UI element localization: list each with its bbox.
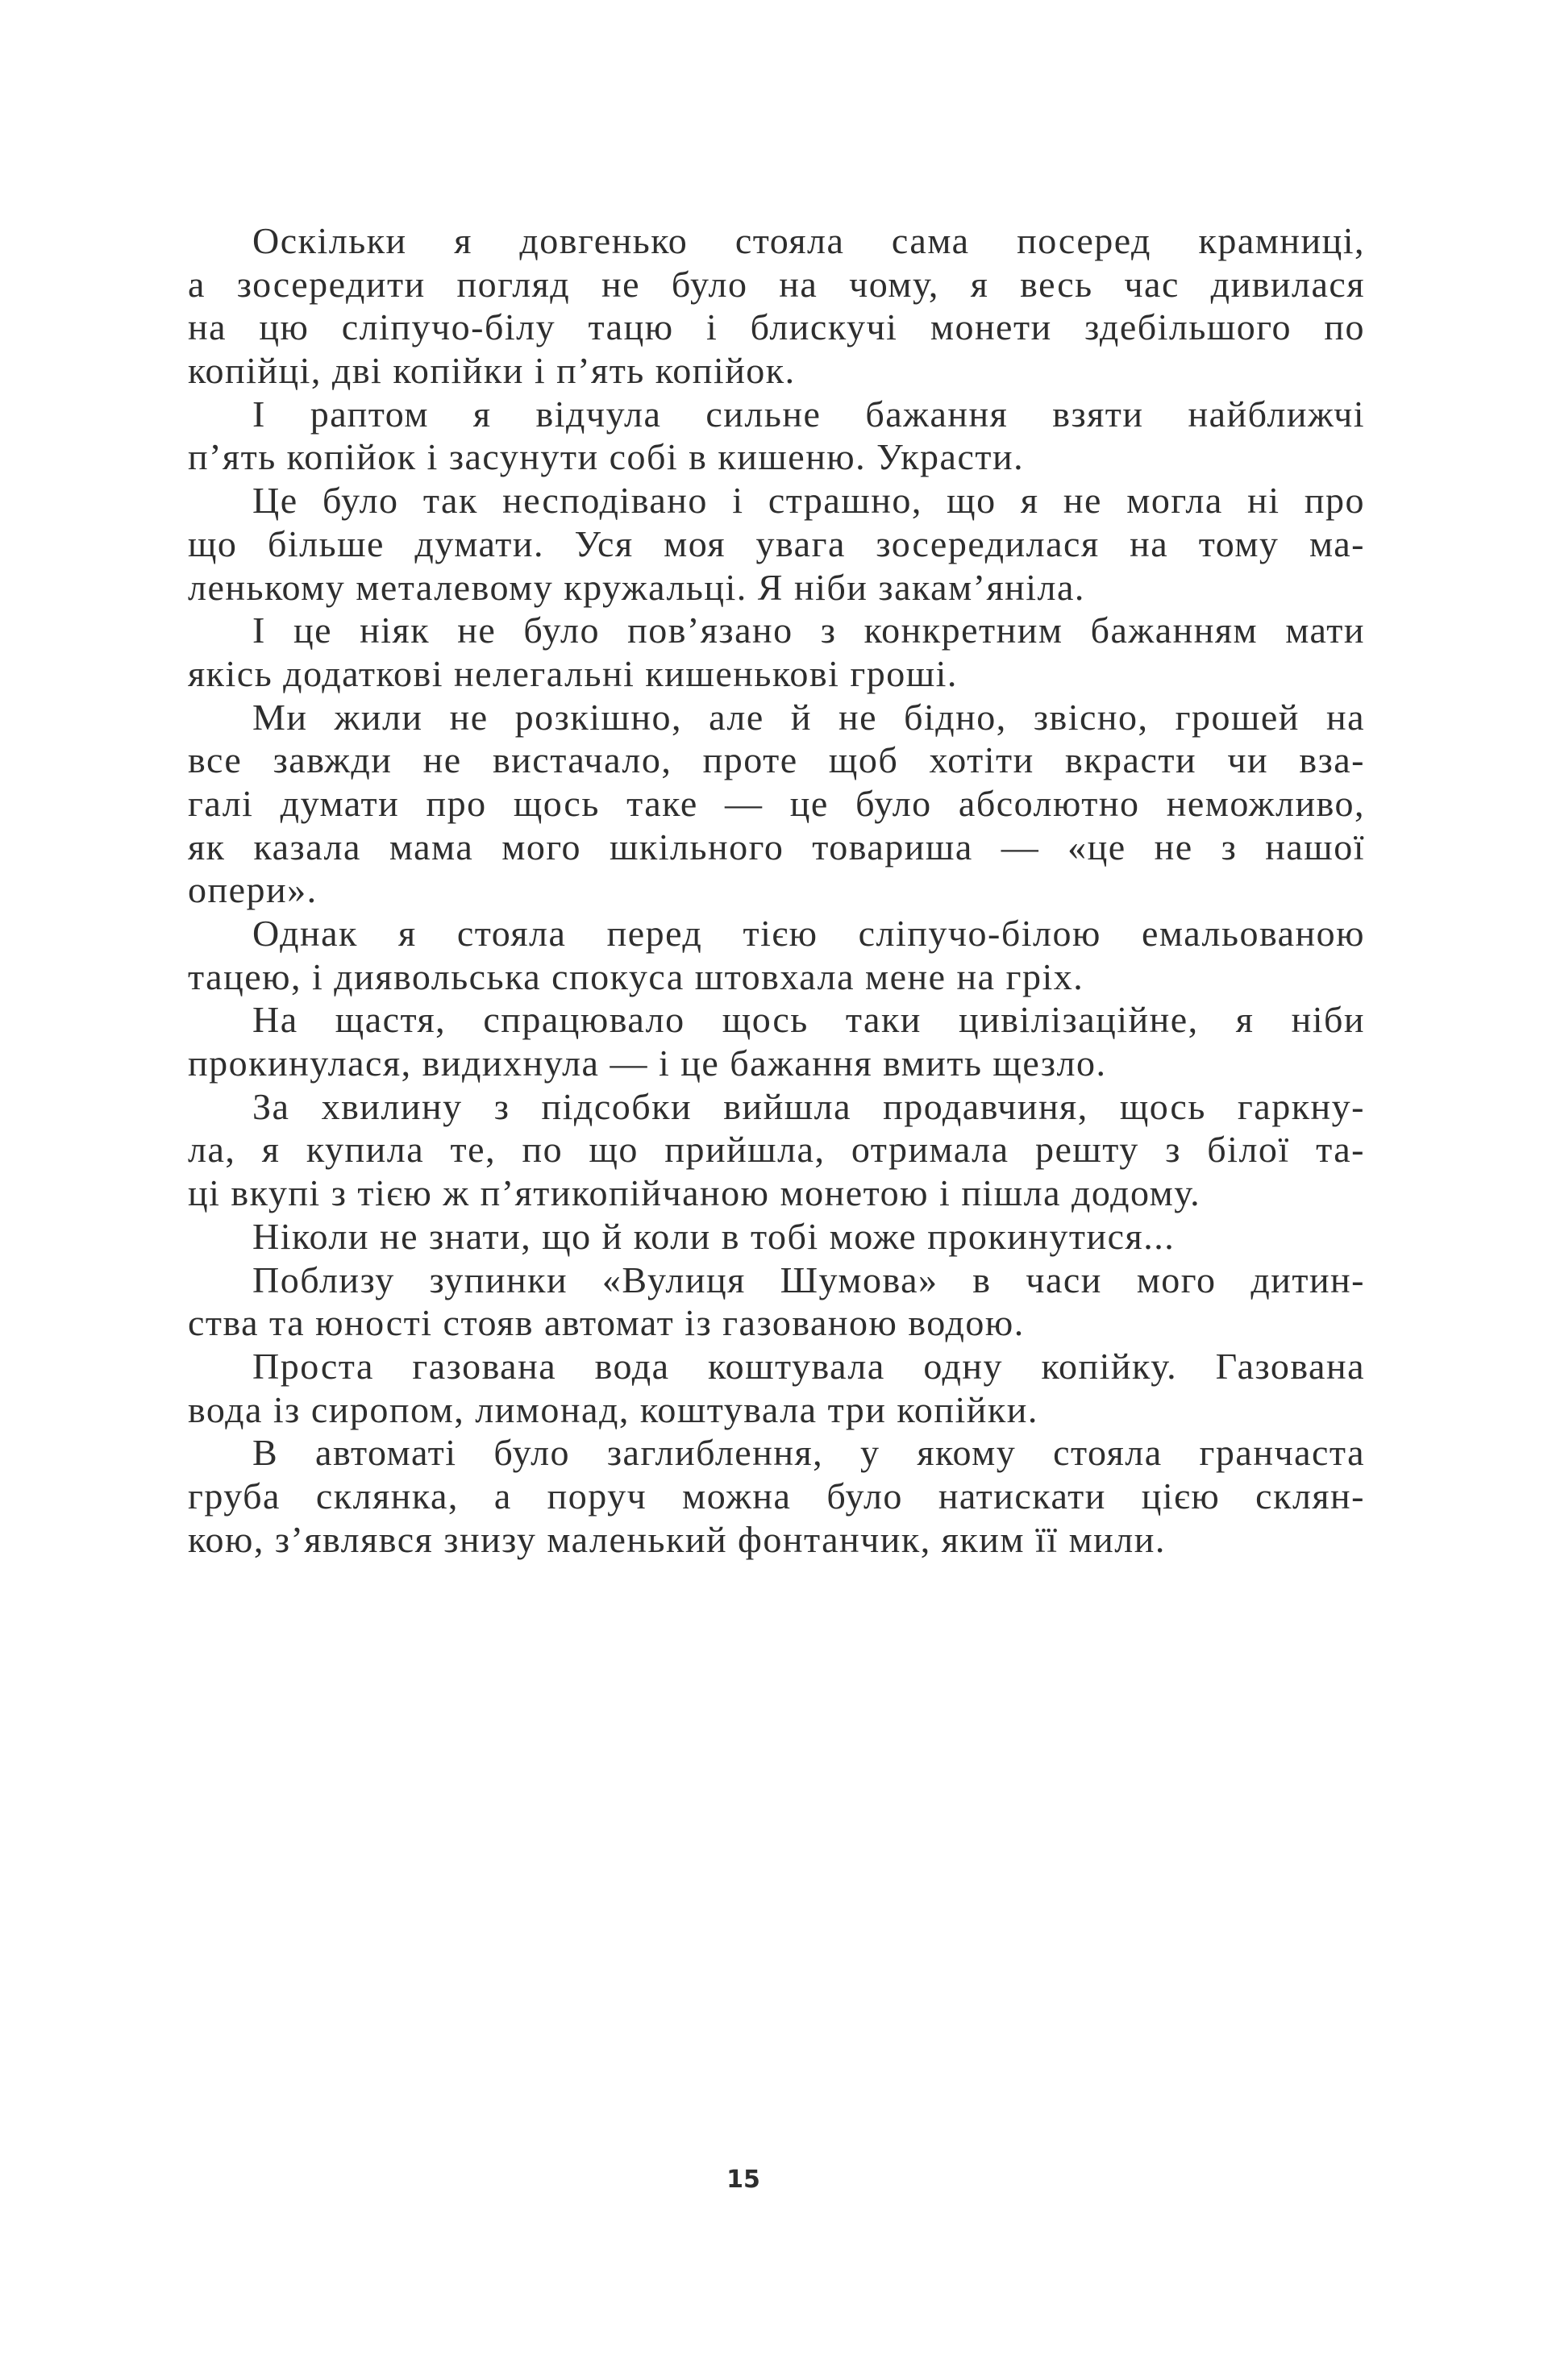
- text-line: Це було так несподівано і страшно, що я не могла ні про: [252, 480, 1365, 522]
- text-line: опери».: [188, 869, 318, 911]
- text-line: На щастя, спрацювало щось таки цивілізаційне, я ніби: [252, 999, 1365, 1041]
- page-number: 15: [726, 2166, 760, 2194]
- text-line: За хвилину з підсобки вийшла продавчиня, щось гаркну-: [252, 1085, 1365, 1127]
- text-line: І це ніяк не було пов’язано з конкретним бажанням мати: [252, 610, 1365, 651]
- text-line: як казала мама мого шкільного товариша — «це не з нашої: [188, 826, 1365, 868]
- paragraph: [188, 219, 1365, 393]
- text-line: галі думати про щось таке — це було абсолютно неможливо,: [188, 782, 1365, 824]
- paragraph: [188, 609, 1365, 695]
- text-line: копійці, дві копійки і п’ять копійок.: [188, 350, 796, 392]
- text-line: Проста газована вода коштувала одну копійку. Газована: [252, 1345, 1365, 1387]
- text-line: Однак я стояла перед тією сліпучо-білою емальованою: [252, 913, 1365, 954]
- paragraph: [188, 696, 1365, 912]
- text-line: якісь додаткові нелегальні кишенькові гроші.: [188, 652, 958, 694]
- text-line: на цю сліпучо-білу тацю і блискучі монети здебільшого по: [188, 306, 1365, 348]
- paragraph: [188, 998, 1365, 1084]
- text-line: груба склянка, а поруч можна було натискати цією склян-: [188, 1475, 1365, 1517]
- text-line: ці вкупі з тією ж п’ятикопійчаною монетою і пішла додому.: [188, 1172, 1201, 1214]
- text-line: п’ять копійок і засунути собі в кишеню. Украсти.: [188, 436, 1025, 478]
- text-line: Поблизу зупинки «Вулиця Шумова» в часи мого дитин-: [252, 1259, 1365, 1300]
- paragraph: [188, 1215, 1365, 1259]
- text-line: ленькому металевому кружальці. Я ніби закам’яніла.: [188, 566, 1085, 608]
- paragraph: [188, 1085, 1365, 1215]
- text-line: ства та юності стояв автомат із газованою водою.: [188, 1302, 1025, 1344]
- text-line: Оскільки я довгенько стояла сама посеред крамниці,: [252, 220, 1365, 261]
- paragraph: [188, 479, 1365, 609]
- paragraph: [188, 1431, 1365, 1561]
- text-line: вода із сиропом, лимонад, коштувала три копійки.: [188, 1388, 1038, 1430]
- paragraph: [188, 912, 1365, 998]
- text-line: тацею, і диявольська спокуса штовхала мене на гріх.: [188, 955, 1084, 997]
- text-line: Ніколи не знати, що й коли в тобі може прокинутися...: [252, 1215, 1176, 1257]
- body-text: [188, 219, 1365, 1561]
- text-line: а зосередити погляд не було на чому, я весь час дивилася: [188, 263, 1365, 305]
- text-line: кою, з’являвся знизу маленький фонтанчик, яким її мили.: [188, 1518, 1166, 1560]
- text-line: прокинулася, видихнула — і це бажання вмить щезло.: [188, 1042, 1107, 1084]
- text-line: І раптом я відчула сильне бажання взяти найближчі: [252, 393, 1365, 435]
- paragraph: [188, 1259, 1365, 1345]
- text-line: Ми жили не розкішно, але й не бідно, звісно, грошей на: [252, 696, 1365, 738]
- text-line: В автоматі було заглиблення, у якому стояла гранчаста: [252, 1432, 1365, 1474]
- paragraph: [188, 1345, 1365, 1431]
- paragraph: [188, 393, 1365, 479]
- text-line: ла, я купила те, по що прийшла, отримала решту з білої та-: [188, 1129, 1365, 1171]
- text-line: що більше думати. Уся моя увага зосередилася на тому ма-: [188, 522, 1365, 564]
- text-line: все завжди не вистачало, проте щоб хотіти вкрасти чи вза-: [188, 739, 1365, 781]
